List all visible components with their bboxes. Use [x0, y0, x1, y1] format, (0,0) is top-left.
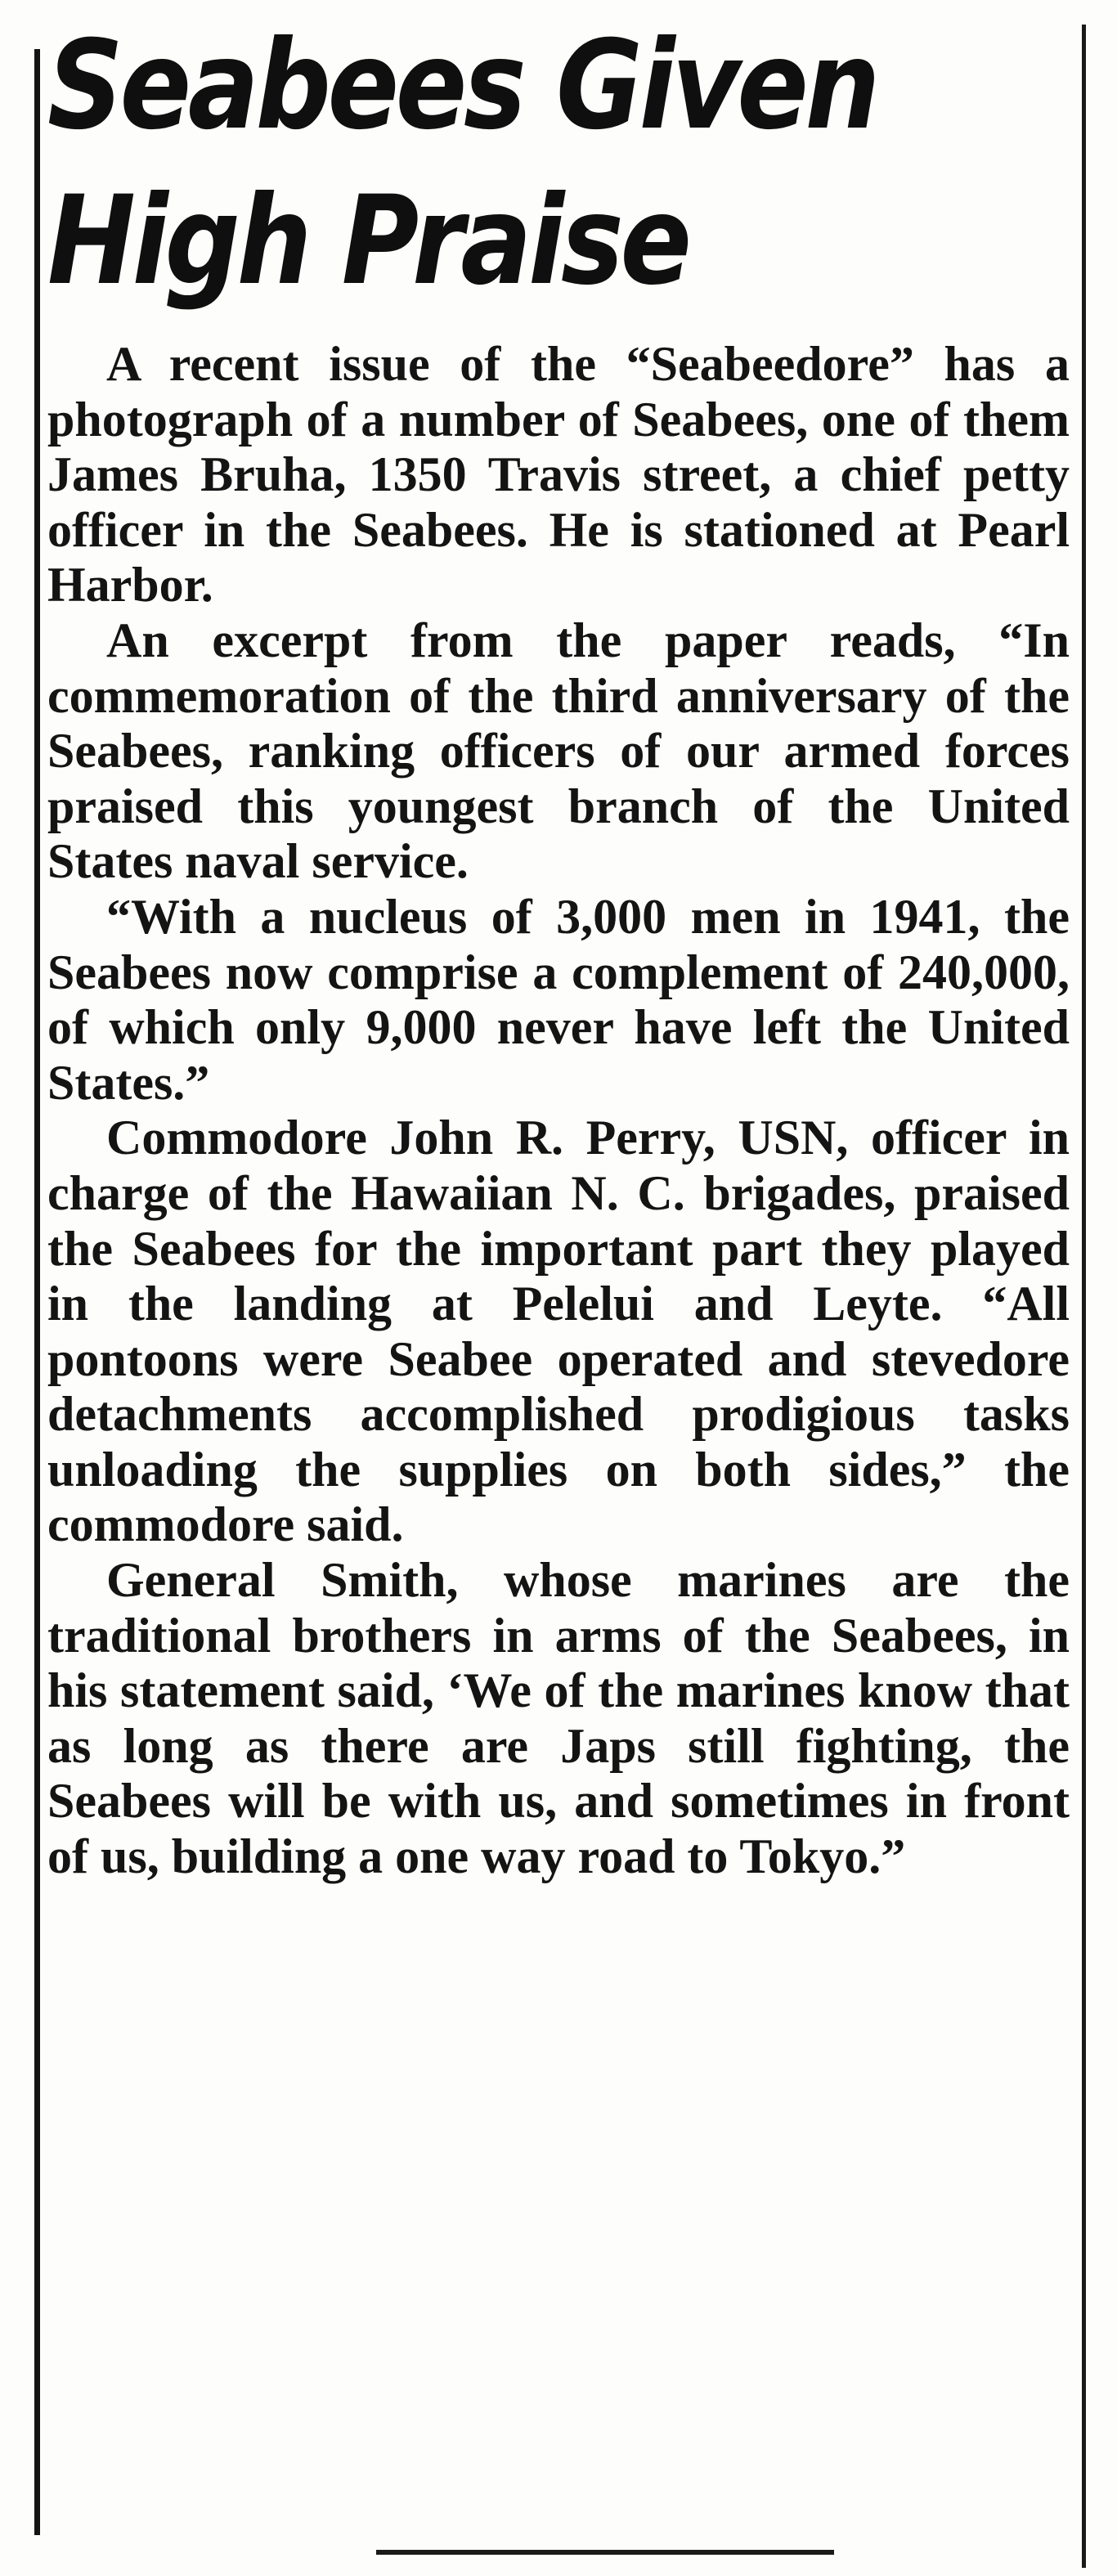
paragraph-1: A recent issue of the “Seabeedore” has a photograph of a number of Seabees, one of them James Bruha, 1350 Travis street, a chief petty officer in the Seabees. He is stationed at Pearl Harbor.: [47, 337, 1070, 613]
paragraph-3: “With a nucleus of 3,000 men in 1941, the Seabees now comprise a complement of 240,000, of which only 9,000 never have left the United States.”: [47, 889, 1070, 1110]
paragraph-4: Commodore John R. Perry, USN, officer in charge of the Hawaiian N. C. brigades, praised the Seabees for the important part they played in the landing at Pelelui and Leyte. “All pontoons were Seabee operated and stevedore detachments accomplished prodigious tasks unloading the supplies on both sides,” the commodore said.: [47, 1111, 1070, 1552]
column-rule-left: [34, 49, 40, 2535]
column-rule-right: [1082, 25, 1086, 2568]
headline-line-1: Seabees Given: [47, 15, 877, 157]
article: [47, 8, 1070, 1885]
column-end-rule: [376, 2550, 834, 2555]
headline: [47, 8, 926, 319]
headline-line-2: High Praise: [47, 170, 689, 312]
paragraph-2: An excerpt from the paper reads, “In commemoration of the third anniversary of the Seabees, ranking officers of our armed forces praised this youngest branch of the United States naval service.: [47, 613, 1070, 889]
article-body: [47, 337, 1070, 1885]
paragraph-5: General Smith, whose marines are the traditional brothers in arms of the Seabees, in his statement said, ‘We of the marines know that as long as there are Japs still fighting, the Seabees will be with us, and sometimes in front of us, building a one way road to Tokyo.”: [47, 1553, 1070, 1884]
